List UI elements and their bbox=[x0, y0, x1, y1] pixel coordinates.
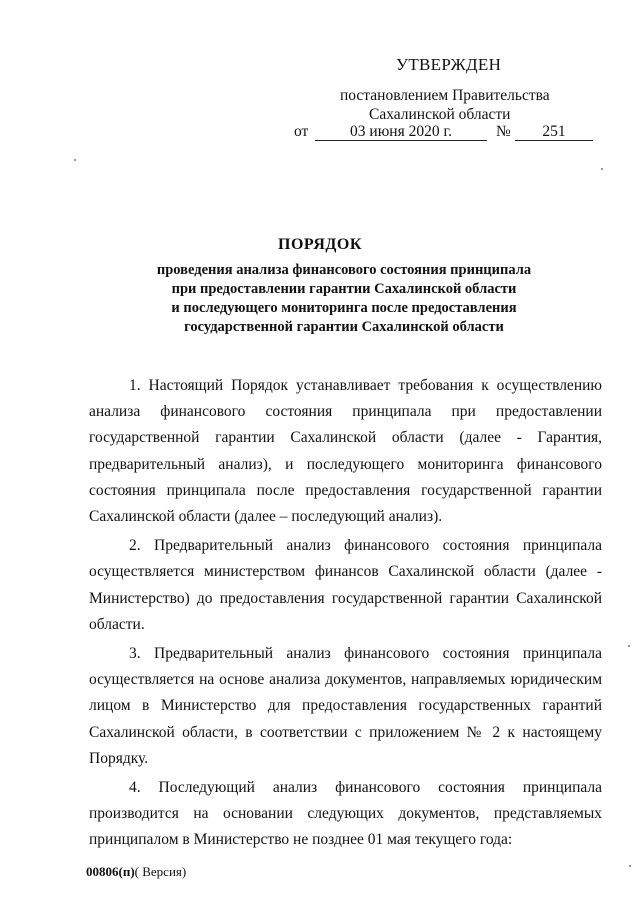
paragraph-3: 3. Предварительный анализ финансового состояния принципала осуществляется на основе анализа документов, направляемых юридическим лицом в Министерство для предоставления государственных гарантий Сахалинской области, в соответствии с приложением № 2 к настоящему Порядку. bbox=[89, 645, 602, 767]
scan-speck bbox=[629, 865, 631, 867]
approval-issuer-line1: постановлением Правительства bbox=[340, 87, 550, 104]
approval-date: 03 июня 2020 г. bbox=[315, 123, 487, 141]
scan-speck bbox=[74, 159, 76, 161]
document-body bbox=[89, 373, 602, 857]
date-prefix: от bbox=[294, 123, 309, 140]
document-title: ПОРЯДОК bbox=[278, 236, 362, 253]
footer-code bbox=[86, 864, 186, 880]
approval-issuer-line2: Сахалинской области bbox=[369, 106, 511, 123]
paragraph-2: 2. Предварительный анализ финансового состояния принципала осуществляется министерством финансов Сахалинской области (далее - Министерство) до предоставления государственной гарантии Сахалинской области. bbox=[89, 537, 602, 633]
subtitle-line: проведения анализа финансового состояния принципала bbox=[156, 262, 532, 278]
document-subtitle bbox=[90, 261, 598, 337]
footer-version: ( Версия) bbox=[134, 864, 187, 879]
approval-date-row bbox=[290, 123, 600, 143]
number-sign: № bbox=[496, 123, 511, 140]
subtitle-line: и последующего мониторинга после предоставления bbox=[171, 300, 517, 316]
approved-heading: УТВЕРЖДЕН bbox=[396, 55, 502, 74]
scan-speck bbox=[601, 168, 603, 170]
subtitle-line: государственной гарантии Сахалинской области bbox=[184, 319, 504, 335]
approval-number: 251 bbox=[515, 123, 593, 141]
subtitle-line: при предоставлении гарантии Сахалинской области bbox=[171, 281, 517, 297]
paragraph-1: 1. Настоящий Порядок устанавливает требования к осуществлению анализа финансового состояния принципала при предоставлении государственной гарантии Сахалинской области (далее - Гарантия, предварительный анализ), и последующего мониторинга финансового состояния принципала после предоставления государственной гарантии Сахалинской области (далее – последующий анализ). bbox=[89, 377, 602, 526]
scan-speck bbox=[628, 645, 630, 647]
paragraph-4: 4. Последующий анализ финансового состояния принципала производится на основании следующих документов, представляемых принципалом в Министерство не позднее 01 мая текущего года: bbox=[89, 779, 602, 849]
footer-doc-code: 00806(п) bbox=[86, 864, 135, 879]
